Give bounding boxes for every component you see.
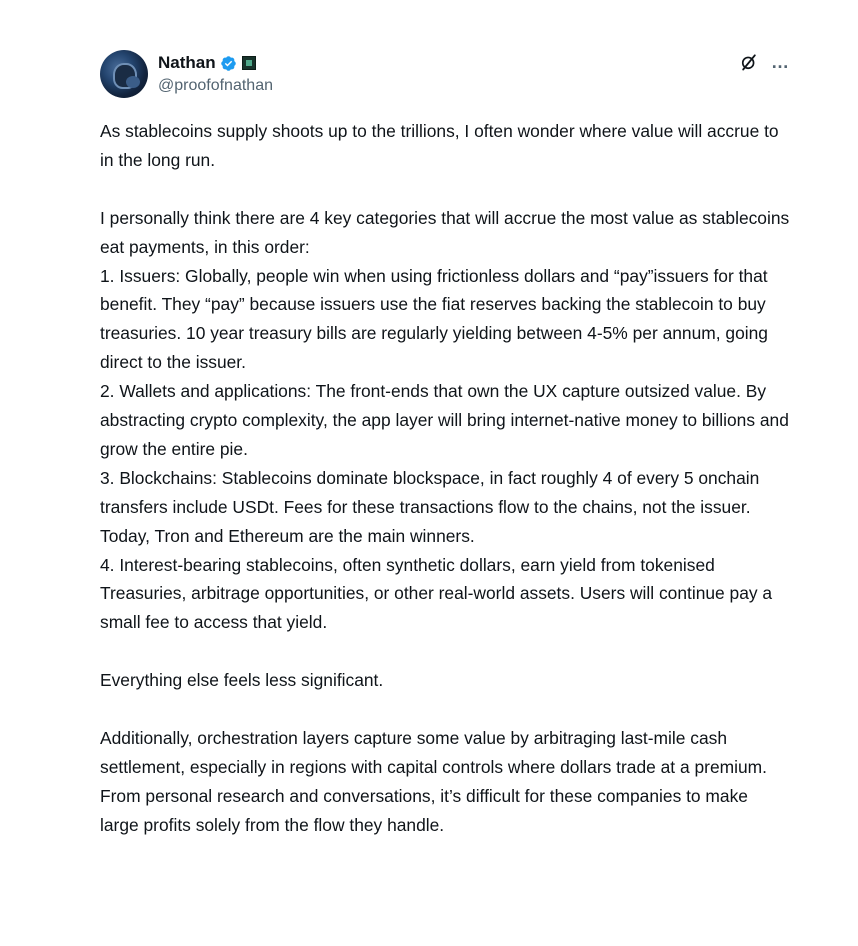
- name-row: [158, 52, 273, 74]
- verified-badge-icon[interactable]: [220, 55, 237, 72]
- tweet-list-item: 4. Interest-bearing stablecoins, often synthetic dollars, earn yield from tokenised Treasuries, arbitrage opportunities, or other real-world assets. Users will continue pay a small fee to access that yield.: [100, 554, 773, 633]
- tweet-paragraph: [100, 724, 790, 840]
- tweet-paragraph: [100, 666, 790, 695]
- paragraph-spacer: [100, 695, 790, 724]
- affiliate-badge-icon[interactable]: [242, 56, 256, 70]
- tweet-header: [100, 50, 790, 100]
- tweet-text: [100, 117, 790, 840]
- tweet-list-item: 1. Issuers: Globally, people win when using frictionless dollars and “pay”issuers for that benefit. They “pay” because issuers use the fiat reserves backing the stablecoin to buy treasuries. 10 year treasury bills are regularly yielding between 4-5% per annum, going direct to the issuer.: [100, 265, 768, 373]
- tweet-line: Additionally, orchestration layers capture some value by arbitraging last-mile cash settlement, especially in regions with capital controls where dollars trade at a premium. From personal research and conversations, it’s difficult for these companies to make large profits solely from the flow they handle.: [100, 727, 767, 835]
- grok-icon[interactable]: [739, 52, 759, 72]
- avatar[interactable]: [100, 50, 148, 98]
- paragraph-spacer: [100, 637, 790, 666]
- author-display-name[interactable]: Nathan: [158, 53, 216, 72]
- tweet-paragraph: [100, 117, 790, 175]
- tweet-list-item: 3. Blockchains: Stablecoins dominate blockspace, in fact roughly 4 of every 5 onchain transfers include USDt. Fees for these transactions flow to the chains, not the issuer. Today, Tron and Ethereum are the main winners.: [100, 467, 760, 546]
- tweet-paragraph: [100, 204, 790, 638]
- tweet-list-item: 2. Wallets and applications: The front-ends that own the UX capture outsized value. By abstracting crypto complexity, the app layer will bring internet-native money to billions and grow the entire pie.: [100, 381, 789, 459]
- tweet-top-actions: [739, 52, 790, 72]
- tweet-line: I personally think there are 4 key categories that will accrue the most value as stablecoins eat payments, in this order:: [100, 207, 790, 257]
- author-handle[interactable]: @proofofnathan: [158, 77, 273, 94]
- more-options-icon[interactable]: …: [771, 52, 790, 72]
- tweet-line: Everything else feels less significant.: [100, 670, 384, 691]
- paragraph-spacer: [100, 175, 790, 204]
- author-names: [158, 52, 273, 95]
- avatar-figure-secondary: [126, 76, 140, 88]
- tweet-line: As stablecoins supply shoots up to the trillions, I often wonder where value will accrue to in the long run.: [100, 121, 779, 170]
